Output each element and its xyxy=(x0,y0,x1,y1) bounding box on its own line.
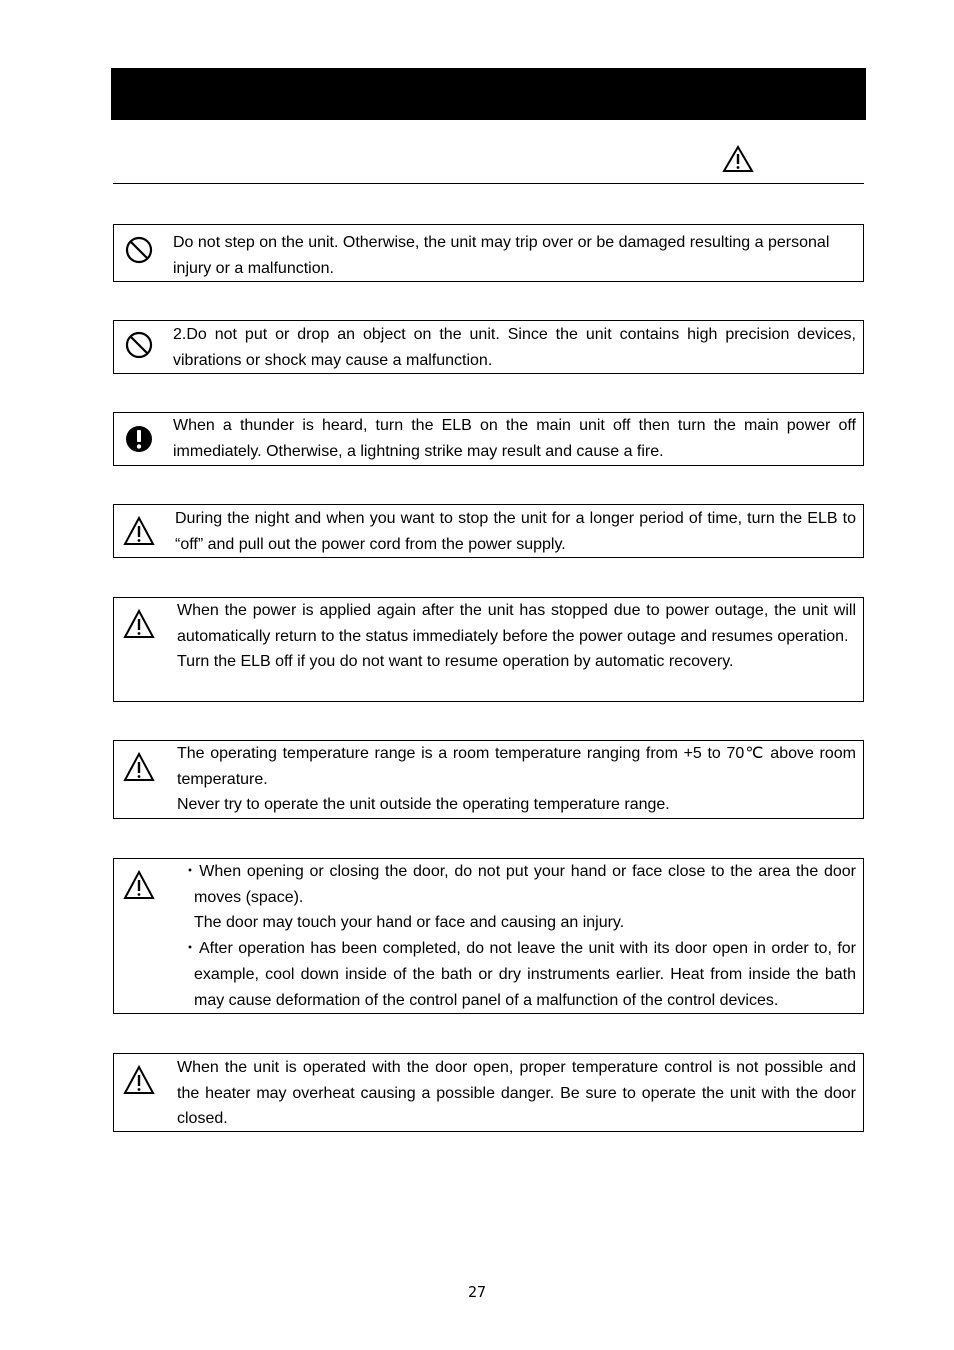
section-header-bar xyxy=(111,68,866,120)
notice-text xyxy=(173,322,856,373)
warning-triangle-icon xyxy=(123,751,155,783)
page-number: 27 xyxy=(467,1283,487,1301)
notice-paragraph: The door may touch your hand or face and causing an injury. xyxy=(194,914,625,932)
notice-paragraph: When a thunder is heard, turn the ELB on the main unit off then turn the main power off immediately. Otherwise, a lightning strike may result and cause a fire. xyxy=(173,417,856,460)
notice-paragraph: When the unit is operated with the door open, proper temperature control is not possible and the heater may overheat causing a possible danger. Be sure to operate the unit with the door closed. xyxy=(177,1059,856,1128)
notice-text xyxy=(177,741,856,818)
notice-bullet: ・When opening or closing the door, do not put your hand or face close to the area the door moves (space). xyxy=(182,863,857,906)
notice-paragraph: Never try to operate the unit outside the operating temperature range. xyxy=(177,796,670,814)
notice-text xyxy=(173,230,856,281)
header-divider xyxy=(113,183,864,184)
notice-box-door xyxy=(113,858,864,1014)
prohibition-icon xyxy=(123,329,155,361)
notice-paragraph: During the night and when you want to stop the unit for a longer period of time, turn the ELB to “off” and pull out the power cord from the power supply. xyxy=(175,510,856,553)
notice-text xyxy=(177,1055,856,1132)
notice-paragraph: 2.Do not put or drop an object on the unit. Since the unit contains high precision devices, vibrations or shock may cause a malfunction. xyxy=(173,326,856,369)
mandatory-action-icon xyxy=(123,423,155,455)
notice-box-night xyxy=(113,504,864,558)
notice-paragraph: When the power is applied again after the unit has stopped due to power outage, the unit will automatically return to the status immediately before the power outage and resumes operation. xyxy=(177,602,856,645)
notice-box-door-open xyxy=(113,1053,864,1132)
notice-bullet: ・After operation has been completed, do not leave the unit with its door open in order to, for example, cool down inside of the bath or dry instruments earlier. Heat from inside the bath may cause deformation of the control panel of a malfunction of the control devices. xyxy=(182,940,856,1009)
notice-text xyxy=(178,859,856,1013)
notice-paragraph: The operating temperature range is a room temperature ranging from +5 to 70℃ above room temperature. xyxy=(177,745,856,788)
notice-text xyxy=(175,506,856,557)
notice-box-step xyxy=(113,224,864,282)
warning-triangle-icon xyxy=(123,608,155,640)
prohibition-icon xyxy=(123,234,155,266)
notice-box-thunder xyxy=(113,412,864,466)
warning-triangle-icon xyxy=(123,1064,155,1096)
notice-box-power-outage xyxy=(113,597,864,702)
notice-text xyxy=(173,413,856,464)
notice-paragraph: Turn the ELB off if you do not want to resume operation by automatic recovery. xyxy=(177,653,734,671)
warning-triangle-icon xyxy=(722,145,754,173)
notice-box-drop xyxy=(113,320,864,374)
notice-text xyxy=(177,598,856,675)
warning-triangle-icon xyxy=(123,869,155,901)
notice-paragraph: Do not step on the unit. Otherwise, the unit may trip over or be damaged resulting a personal injury or a malfunction. xyxy=(173,234,830,277)
warning-triangle-icon xyxy=(123,515,155,547)
notice-box-temperature xyxy=(113,740,864,819)
